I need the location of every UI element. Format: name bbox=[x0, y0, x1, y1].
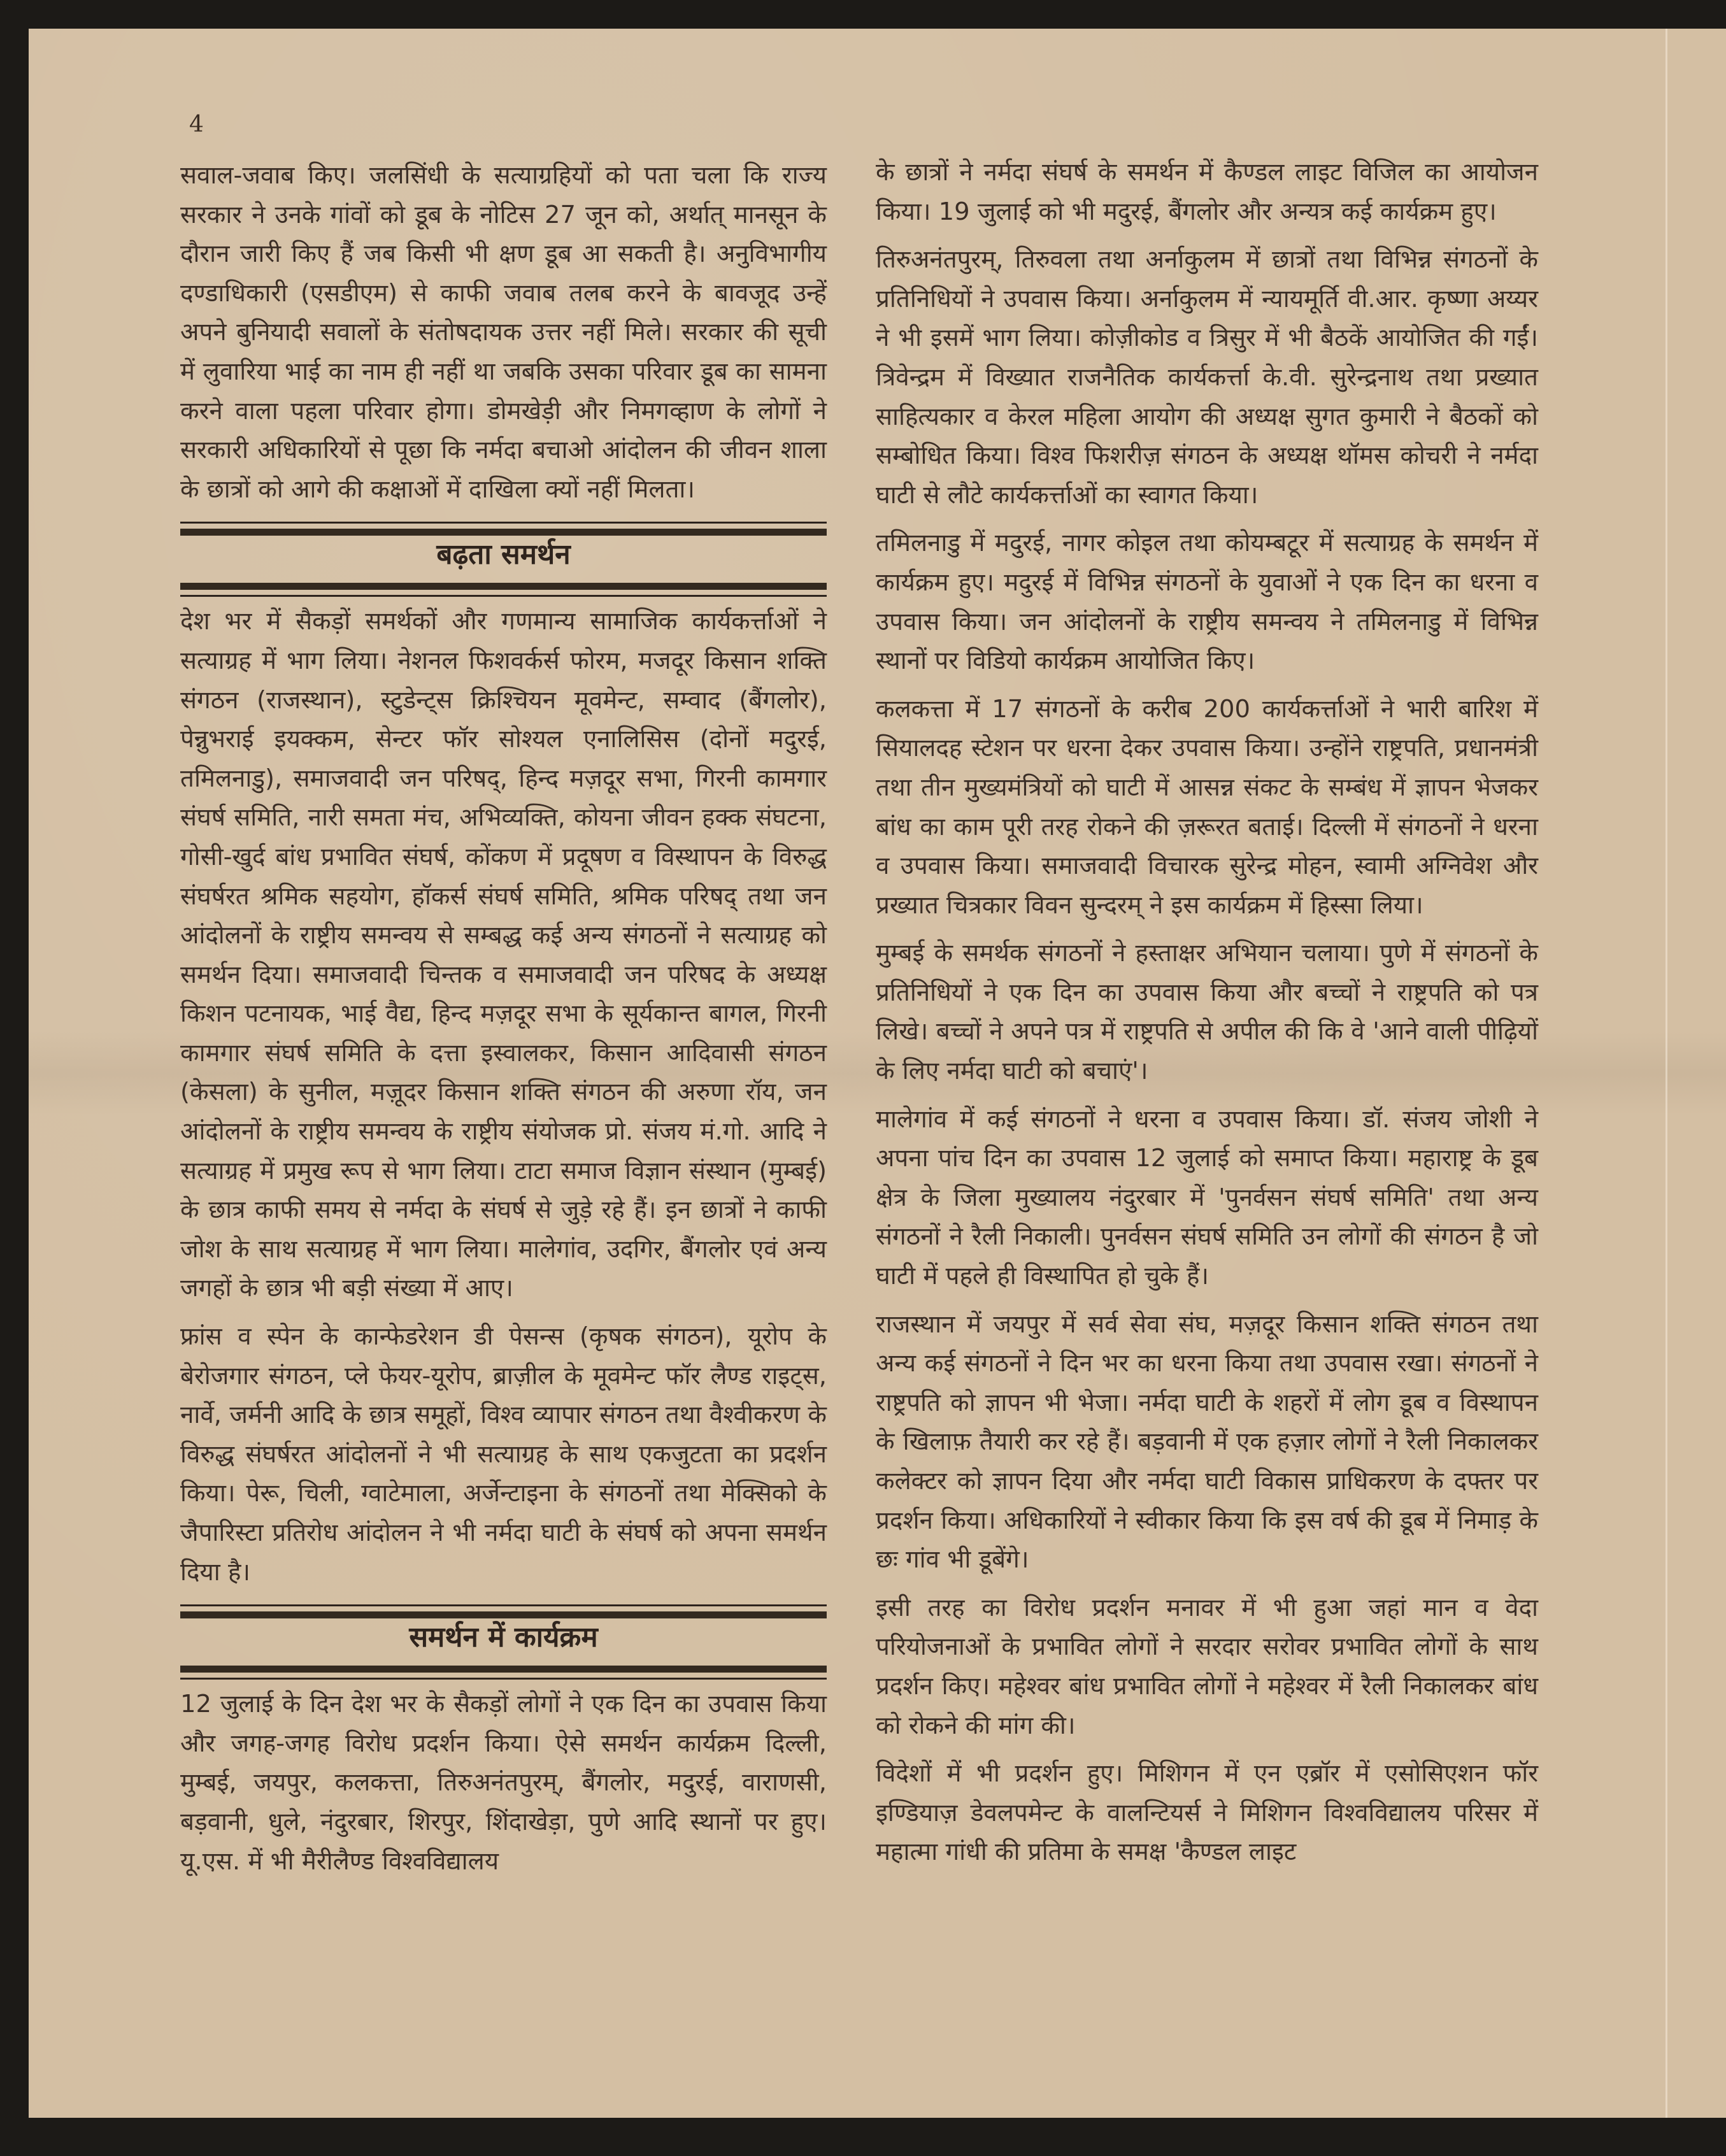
paragraph: फ्रांस व स्पेन के कान्फेडरेशन डी पेसन्स (कृषक संगठन), यूरोप के बेरोजगार संगठन, प्ले फेयर-यूरोप, ब्राज़ील के मूवमेन्ट फॉर लैण्ड राइट्स, नार्वे, जर्मनी आदि के छात्र समूहों, विश्व व्यापार संगठन तथा वैश्वीकरण के विरुद्ध संघर्षरत आंदोलनों ने भी सत्याग्रह के साथ एकजुटता का प्रदर्शन किया। पेरू, चिली, ग्वाटेमाला, अर्जेन्टाइना के संगठनों तथा मेक्सिको के जैपारिस्टा प्रतिरोध आंदोलन ने भी नर्मदा घाटी के संघर्ष को अपना समर्थन दिया है। bbox=[180, 1322, 827, 1587]
rule-thick bbox=[180, 1666, 827, 1673]
section-heading-growing-support: बढ़ता समर्थन bbox=[436, 538, 571, 571]
paragraph: राजस्थान में जयपुर में सर्व सेवा संघ, मज़दूर किसान शक्ति संगठन तथा अन्य कई संगठनों ने दिन भर का धरना किया तथा उपवास रखा। संगठनों ने राष्ट्रपति को ज्ञापन भी भेजा। नर्मदा घाटी के शहरों में लोग डूब व विस्थापन के खिलाफ़ तैयारी कर रहे हैं। बड़वानी में एक हज़ार लोगों ने रैली निकालकर कलेक्टर को ज्ञापन दिया और नर्मदा घाटी विकास प्राधिकरण के दफ्तर पर प्रदर्शन किया। अधिकारियों ने स्वीकार किया कि इस वर्ष की डूब में निमाड़ के छः गांव भी डूबेंगे। bbox=[876, 1310, 1538, 1574]
paragraph: तमिलनाडु में मदुरई, नागर कोइल तथा कोयम्बटूर में सत्याग्रह के समर्थन में कार्यक्रम हुए। मदुरई में विभिन्न संगठनों के युवाओं ने एक दिन का धरना व उपवास किया। जन आंदोलनों के राष्ट्रीय समन्वय ने तमिलनाडु में विभिन्न स्थानों पर विडियो कार्यक्रम आयोजित किए। bbox=[876, 529, 1538, 676]
paragraph: विदेशों में भी प्रदर्शन हुए। मिशिगन में एन एब्रॉर में एसोसिएशन फॉर इण्डियाज़ डेवलपमेन्ट के वालन्टियर्स ने मिशिगन विश्वविद्यालय परिसर में महात्मा गांधी की प्रतिमा के समक्ष 'कैण्डल लाइट bbox=[876, 1759, 1538, 1867]
rule-thick bbox=[180, 583, 827, 590]
rule-thin bbox=[180, 1678, 827, 1680]
rule-thick bbox=[180, 529, 827, 536]
paragraph: इसी तरह का विरोध प्रदर्शन मनावर में भी हुआ जहां मान व वेदा परियोजनाओं के प्रभावित लोगों ने सरदार सरोवर प्रभावित लोगों के साथ प्रदर्शन किए। महेश्वर बांध प्रभावित लोगों ने महेश्वर में रैली निकालकर बांध को रोकने की मांग की। bbox=[876, 1593, 1538, 1740]
page-fold-line bbox=[1665, 29, 1667, 2118]
page-number: 4 bbox=[189, 111, 204, 138]
paragraph: के छात्रों ने नर्मदा संघर्ष के समर्थन में कैण्डल लाइट विजिल का आयोजन किया। 19 जुलाई को भी मदुरई, बैंगलोर और अन्यत्र कई कार्यक्रम हुए। bbox=[876, 158, 1538, 226]
left-column bbox=[180, 156, 827, 1890]
paragraph: मालेगांव में कई संगठनों ने धरना व उपवास किया। डॉ. संजय जोशी ने अपना पांच दिन का उपवास 12 जुलाई को समाप्त किया। महाराष्ट्र के डूब क्षेत्र के जिला मुख्यालय नंदुरबार में 'पुनर्वसन संघर्ष समिति' तथा अन्य संगठनों ने रैली निकाली। पुनर्वसन संघर्ष समिति उन लोगों की संगठन है जो घाटी में पहले ही विस्थापित हो चुके हैं। bbox=[876, 1104, 1538, 1291]
paragraph: 12 जुलाई के दिन देश भर के सैकड़ों लोगों ने एक दिन का उपवास किया और जगह-जगह विरोध प्रदर्शन किया। ऐसे समर्थन कार्यक्रम दिल्ली, मुम्बई, जयपुर, कलकत्ता, तिरुअनंतपुरम्, बैंगलोर, मदुरई, वाराणसी, बड़वानी, धुले, नंदुरबार, शिरपुर, शिंदाखेड़ा, पुणे आदि स्थानों पर हुए। यू.एस. में भी मैरीलैण्ड विश्वविद्यालय bbox=[180, 1690, 827, 1876]
rule-thick bbox=[180, 1611, 827, 1618]
right-column bbox=[876, 153, 1538, 1881]
paragraph: देश भर में सैकड़ों समर्थकों और गणमान्य सामाजिक कार्यकर्त्ताओं ने सत्याग्रह में भाग लिया। नेशनल फिशवर्कर्स फोरम, मजदूर किसान शक्ति संगठन (राजस्थान), स्टुडेन्ट्स क्रिश्चियन मूवमेन्ट, सम्वाद (बैंगलोर), पेन्नुभराई इयक्कम, सेन्टर फॉर सोश्यल एनालिसिस (दोनों मदुरई, तमिलनाडु), समाजवादी जन परिषद्, हिन्द मज़दूर सभा, गिरनी कामगार संघर्ष समिति, नारी समता मंच, अभिव्यक्ति, कोयना जीवन हक्क संघटना, गोसी-खुर्द बांध प्रभावित संघर्ष, कोंकण में प्रदूषण व विस्थापन के विरुद्ध संघर्षरत श्रमिक सहयोग, हॉकर्स संघर्ष समिति, श्रमिक परिषद् तथा जन आंदोलनों के राष्ट्रीय समन्वय से सम्बद्ध कई अन्य संगठनों ने सत्याग्रह को समर्थन दिया। समाजवादी चिन्तक व समाजवादी जन परिषद के अध्यक्ष किशन पटनायक, भाई वैद्य, हिन्द मज़दूर सभा के सूर्यकान्त बागल, गिरनी कामगार संघर्ष समिति के दत्ता इस्वालकर, किसान आदिवासी संगठन (केसला) के सुनील, मज़ूदर किसान शक्ति संगठन की अरुणा रॉय, जन आंदोलनों के राष्ट्रीय समन्वय के राष्ट्रीय संयोजक प्रो. संजय मं.गो. आदि ने सत्याग्रह में प्रमुख रूप से भाग लिया। टाटा समाज विज्ञान संस्थान (मुम्बई) के छात्र काफी समय से नर्मदा के संघर्ष से जुड़े रहे हैं। इन छात्रों ने काफी जोश के साथ सत्याग्रह में भाग लिया। मालेगांव, उदगिर, बैंगलोर एवं अन्य जगहों के छात्र भी बड़ी संख्या में आए। bbox=[180, 607, 827, 1303]
rule-thin bbox=[180, 522, 827, 524]
paragraph-intro: सवाल-जवाब किए। जलसिंधी के सत्याग्रहियों को पता चला कि राज्य सरकार ने उनके गांवों को डूब के नोटिस 27 जून को, अर्थात् मानसून के दौरान जारी किए हैं जब किसी भी क्षण डूब आ सकती है। अनुविभागीय दण्डाधिकारी (एसडीएम) से काफी जवाब तलब करने के बावजूद उन्हें अपने बुनियादी सवालों के संतोषदायक उत्तर नहीं मिले। सरकार की सूची में लुवारिया भाई का नाम ही नहीं था जबकि उसका परिवार डूब का सामना करने वाला पहला परिवार होगा। डोमखेड़ी और निमगव्हाण के लोगों ने सरकारी अधिकारियों से पूछा कि नर्मदा बचाओ आंदोलन की जीवन शाला के छात्रों को आगे की कक्षाओं में दाखिला क्यों नहीं मिलता। bbox=[180, 161, 827, 504]
section-heading-support-programs: समर्थन में कार्यक्रम bbox=[409, 1621, 598, 1654]
section-divider-bottom bbox=[180, 1666, 827, 1680]
rule-thin bbox=[180, 1604, 827, 1606]
paragraph: मुम्बई के समर्थक संगठनों ने हस्ताक्षर अभियान चलाया। पुणे में संगठनों के प्रतिनिधियों ने एक दिन का उपवास किया और बच्चों ने राष्ट्रपति को पत्र लिखे। बच्चों ने अपने पत्र में राष्ट्रपति से अपील की कि वे 'आने वाली पीढ़ियों के लिए नर्मदा घाटी को बचाएं'। bbox=[876, 939, 1538, 1086]
paragraph: कलकत्ता में 17 संगठनों के करीब 200 कार्यकर्त्ताओं ने भारी बारिश में सियालदह स्टेशन पर धरना देकर उपवास किया। उन्होंने राष्ट्रपति, प्रधानमंत्री तथा तीन मुख्यमंत्रियों को घाटी में आसन्न संकट के सम्बंध में ज्ञापन भेजकर बांध का काम पूरी तरह रोकने की ज़रूरत बताई। दिल्ली में संगठनों ने धरना व उपवास किया। समाजवादी विचारक सुरेन्द्र मोहन, स्वामी अग्निवेश और प्रख्यात चित्रकार विवन सुन्दरम् ने इस कार्यक्रम में हिस्सा लिया। bbox=[876, 694, 1538, 920]
section-divider-bottom bbox=[180, 583, 827, 597]
rule-thin bbox=[180, 595, 827, 597]
section-divider-top bbox=[180, 1604, 827, 1618]
section-divider-top bbox=[180, 522, 827, 536]
paragraph: तिरुअनंतपुरम्, तिरुवला तथा अर्नाकुलम में छात्रों तथा विभिन्न संगठनों के प्रतिनिधियों ने उपवास किया। अर्नाकुलम में न्यायमूर्ति वी.आर. कृष्णा अय्यर ने भी इसमें भाग लिया। कोज़ीकोड व त्रिसुर में भी बैठकें आयोजित की गईं। त्रिवेन्द्रम में विख्यात राजनैतिक कार्यकर्त्ता के.वी. सुरेन्द्रनाथ तथा प्रख्यात साहित्यकार व केरल महिला आयोग की अध्यक्ष सुगत कुमारी ने बैठकों को सम्बोधित किया। विश्व फिशरीज़ संगठन के अध्यक्ष थॉमस कोचरी ने नर्मदा घाटी से लौटे कार्यकर्त्ताओं का स्वागत किया। bbox=[876, 245, 1538, 510]
